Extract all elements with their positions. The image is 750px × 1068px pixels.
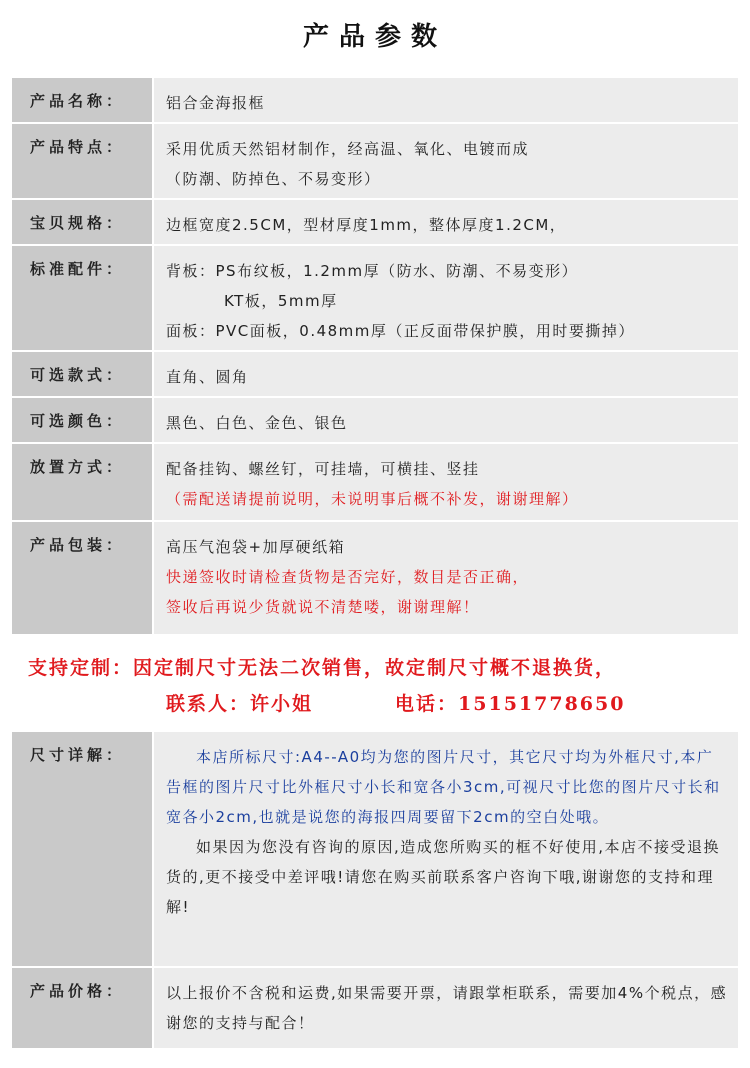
- param-value: [154, 200, 738, 244]
- price-text: 以上报价不含税和运费,如果需要开票，请跟掌柜联系，需要加4%个税点，感谢您的支持与配合！: [166, 984, 728, 1032]
- param-value: [154, 398, 738, 442]
- param-line: 边框宽度2.5CM，型材厚度1mm，整体厚度1.2CM，: [166, 216, 567, 234]
- price-value: [154, 968, 738, 1048]
- phone-label: 电话：: [395, 693, 459, 715]
- param-row-accessories: [12, 246, 738, 352]
- contact-label: 联系人：: [166, 693, 251, 715]
- price-label: 产品价格：: [12, 968, 152, 1048]
- param-line: 直角、圆角: [166, 368, 249, 386]
- size-blue-text: 本店所标尺寸:A4--A0均为您的图片尺寸，其它尺寸均为外框尺寸,本广告框的图片尺寸比外框尺寸小长和宽各小3cm,可视尺寸比您的图片尺寸长和宽各小2cm,也就是说您的海报四周要留下2cm的空白处哦。: [166, 748, 721, 826]
- param-label: 产品包装：: [12, 522, 152, 634]
- param-line: 背板：PS布纹板，1.2mm厚（防水、防潮、不易变形）: [166, 262, 579, 280]
- contact-name: 许小姐: [250, 693, 314, 715]
- size-label: 尺寸详解：: [12, 732, 152, 966]
- param-value: [154, 78, 738, 122]
- phone-number: 15151778650: [458, 693, 626, 715]
- details-table: [12, 732, 738, 1048]
- param-label: 可选款式：: [12, 352, 152, 396]
- size-value: [154, 732, 738, 966]
- param-value: [154, 352, 738, 396]
- customization-notice: [28, 650, 740, 722]
- size-black-text: 如果因为您没有咨询的原因,造成您所购买的框不好使用,本店不接受退换货的,更不接受中差评哦!请您在购买前联系客户咨询下哦,谢谢您的支持和理解!: [166, 838, 721, 916]
- price-row: [12, 968, 738, 1048]
- param-line: 铝合金海报框: [166, 94, 266, 112]
- param-line: 采用优质天然铝材制作，经高温、氧化、电镀而成: [166, 140, 530, 158]
- param-label: 可选颜色：: [12, 398, 152, 442]
- param-row-color: [12, 398, 738, 444]
- param-label: 产品特点：: [12, 124, 152, 198]
- param-row-spec: [12, 200, 738, 246]
- size-row: [12, 732, 738, 968]
- param-value: [154, 522, 738, 634]
- param-note: 快递签收时请检查货物是否完好，数目是否正确，: [166, 568, 530, 586]
- param-line: （防潮、防掉色、不易变形）: [166, 170, 381, 188]
- param-line: KT板，5mm厚: [224, 292, 338, 310]
- support-label: 支持定制：: [28, 657, 134, 679]
- param-line: 配备挂钩、螺丝钉，可挂墙，可横挂、竖挂: [166, 460, 480, 478]
- page-title: 产品参数: [302, 22, 447, 52]
- param-row-style: [12, 352, 738, 398]
- params-table: [12, 78, 738, 636]
- param-label: 宝贝规格：: [12, 200, 152, 244]
- param-value: [154, 124, 738, 198]
- param-value: [154, 246, 738, 350]
- param-label: 放置方式：: [12, 444, 152, 520]
- param-line: 黑色、白色、金色、银色: [166, 414, 348, 432]
- param-row-name: [12, 78, 738, 124]
- param-label: 产品名称：: [12, 78, 152, 122]
- param-line: 高压气泡袋+加厚硬纸箱: [166, 538, 346, 556]
- support-text: 因定制尺寸无法二次销售，故定制尺寸概不退换货，: [133, 657, 617, 679]
- param-row-placement: [12, 444, 738, 522]
- param-note: （需配送请提前说明，未说明事后概不补发，谢谢理解）: [166, 490, 579, 508]
- param-value: [154, 444, 738, 520]
- param-line: 面板：PVC面板，0.48mm厚（正反面带保护膜，用时要撕掉）: [166, 322, 635, 340]
- param-row-packaging: [12, 522, 738, 636]
- param-note: 签收后再说少货就说不清楚喽，谢谢理解！: [166, 598, 480, 616]
- param-label: 标准配件：: [12, 246, 152, 350]
- param-row-features: [12, 124, 738, 200]
